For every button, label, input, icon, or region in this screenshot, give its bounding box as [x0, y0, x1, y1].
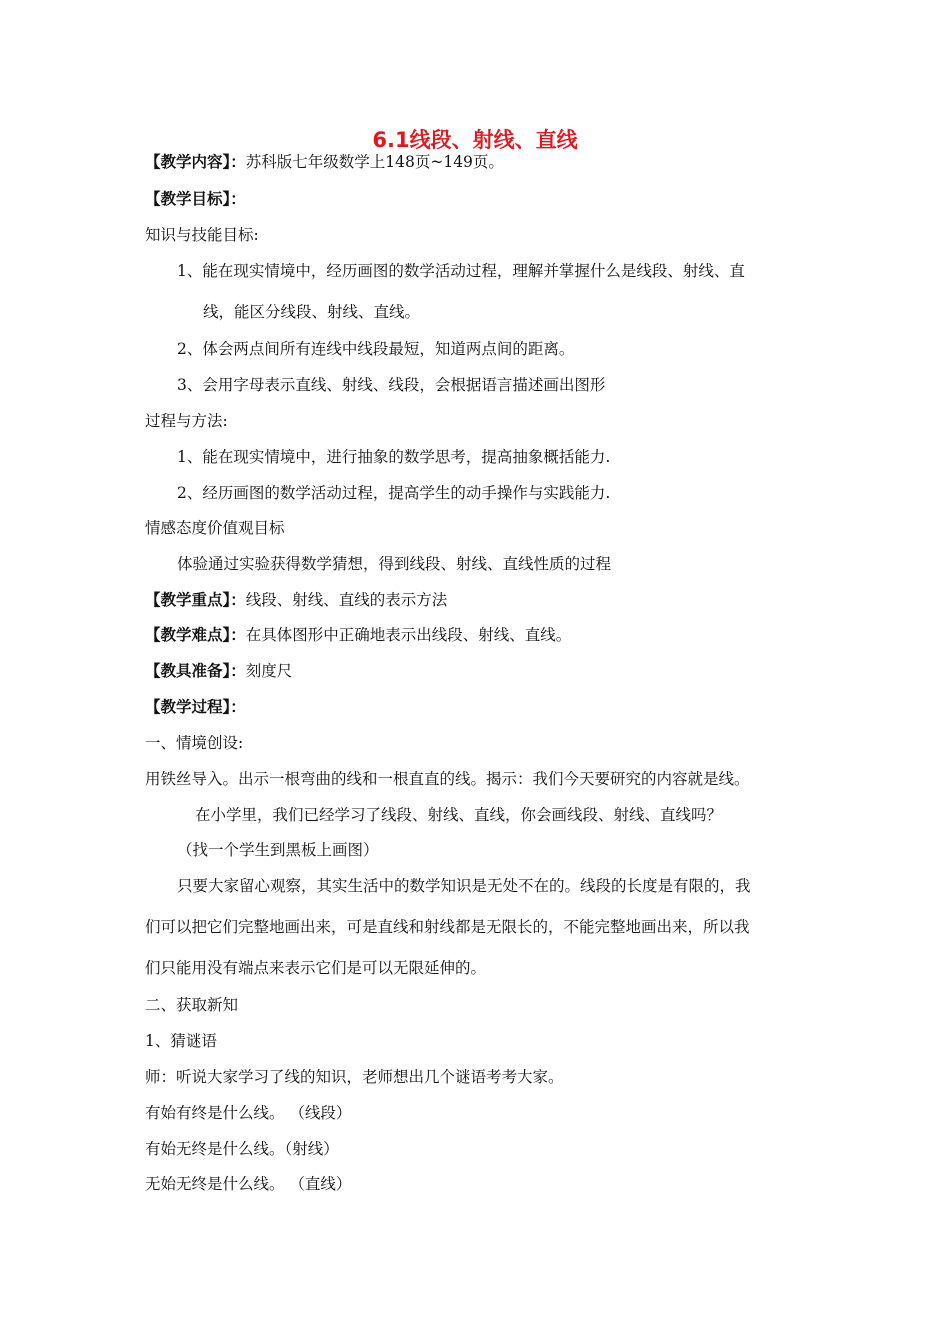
- key-point-row: [145, 590, 447, 610]
- tools-row: [145, 661, 292, 681]
- section-2-heading: 二、获取新知: [145, 996, 239, 1014]
- key-point-label: 【教学重点】：: [145, 591, 246, 609]
- section-1-paragraph-4-line-1: 只要大家留心观察，其实生活中的数学知识是无处不在的。线段的长度是有限的，我: [177, 877, 751, 895]
- teaching-content-text: 苏科版七年级数学上148页~149页。: [245, 153, 504, 171]
- process-method-item-1: 1、能在现实情境中，进行抽象的数学思考，提高抽象概括能力.: [177, 448, 611, 466]
- tools-label: 【教具准备】：: [145, 662, 246, 680]
- section-2-sub-1: 1、猜谜语: [145, 1032, 217, 1050]
- section-1-paragraph-4-line-2: 们可以把它们完整地画出来，可是直线和射线都是无限长的，不能完整地画出来，所以我: [145, 918, 750, 936]
- difficulty-row: [145, 625, 571, 645]
- knowledge-skill-heading: 知识与技能目标:: [145, 226, 259, 244]
- teaching-content-row: [145, 152, 504, 172]
- emotion-heading: 情感态度价值观目标: [145, 519, 285, 537]
- riddle-3: 无始无终是什么线。 （直线）: [145, 1175, 352, 1193]
- knowledge-item-2: 2、体会两点间所有连线中线段最短，知道两点间的距离。: [177, 340, 575, 358]
- difficulty-text: 在具体图形中正确地表示出线段、射线、直线。: [245, 626, 572, 644]
- riddle-2: 有始无终是什么线。（射线）: [145, 1140, 339, 1158]
- section-1-paragraph-3: （找一个学生到黑板上画图）: [177, 841, 379, 859]
- tools-text: 刻度尺: [245, 662, 293, 680]
- section-1-heading: 一、情境创设:: [145, 734, 244, 752]
- difficulty-label: 【教学难点】：: [145, 626, 246, 644]
- section-1-paragraph-4-line-3: 们只能用没有端点来表示它们是可以无限延伸的。: [145, 959, 487, 977]
- emotion-text: 体验通过实验获得数学猜想，得到线段、射线、直线性质的过程: [177, 555, 612, 573]
- section-1-paragraph-1: 用铁丝导入。出示一根弯曲的线和一根直直的线。揭示：我们今天要研究的内容就是线。: [145, 770, 750, 788]
- teaching-goals-label: 【教学目标】：: [145, 190, 246, 208]
- riddle-1: 有始有终是什么线。 （线段）: [145, 1104, 352, 1122]
- knowledge-item-3: 3、会用字母表示直线、射线、线段，会根据语言描述画出图形: [177, 376, 606, 394]
- key-point-text: 线段、射线、直线的表示方法: [245, 591, 448, 609]
- process-method-item-2: 2、经历画图的数学活动过程，提高学生的动手操作与实践能力.: [177, 484, 611, 502]
- section-1-paragraph-2: 在小学里，我们已经学习了线段、射线、直线，你会画线段、射线、直线吗？: [195, 806, 723, 824]
- knowledge-item-1-line-1: 1、能在现实情境中，经历画图的数学活动过程，理解并掌握什么是线段、射线、直: [177, 262, 745, 280]
- page-title: 6.1线段、射线、直线: [372, 128, 578, 152]
- teaching-content-label: 【教学内容】：: [145, 153, 246, 171]
- process-label: 【教学过程】：: [145, 698, 246, 716]
- teacher-line: 师：听说大家学习了线的知识，老师想出几个谜语考考大家。: [145, 1068, 564, 1086]
- process-method-heading: 过程与方法:: [145, 412, 228, 430]
- knowledge-item-1-line-2: 线，能区分线段、射线、直线。: [203, 303, 421, 321]
